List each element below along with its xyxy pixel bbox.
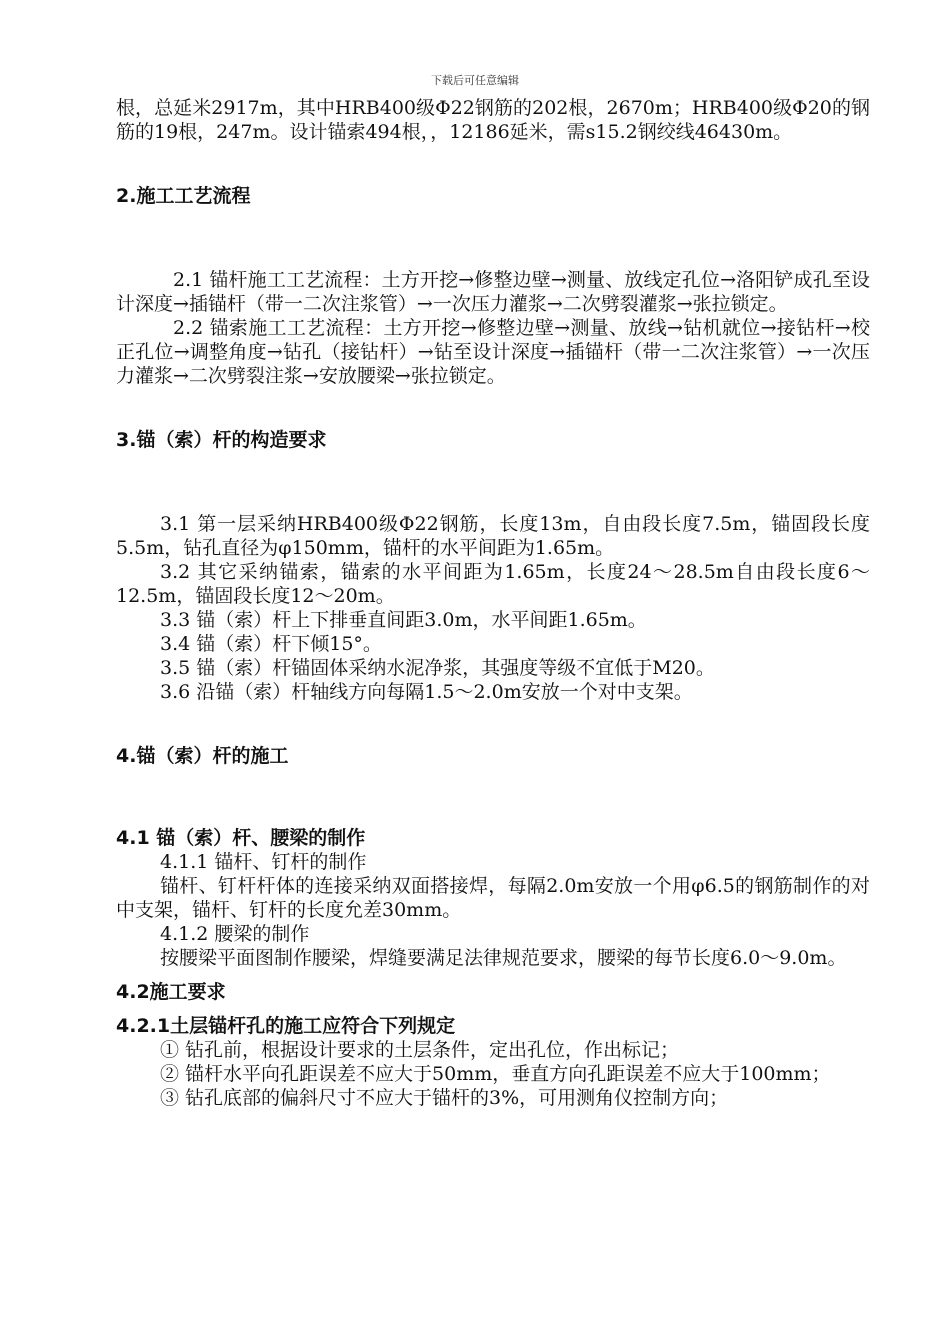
- section-3-3-paragraph: 3.3 锚（索）杆上下排垂直间距3.0m，水平间距1.65m。: [160, 609, 647, 631]
- section-3-heading: 3.锚（索）杆的构造要求: [116, 429, 327, 451]
- section-2-heading: 2.施工工艺流程: [116, 185, 251, 207]
- section-4-2-1-heading: 4.2.1土层锚杆孔的施工应符合下列规定: [116, 1015, 456, 1037]
- section-4-heading: 4.锚（索）杆的施工: [116, 745, 289, 767]
- section-3-2-paragraph: 3.2 其它采纳锚索，锚索的水平间距为1.65m，长度24～28.5m自由段长度6～12.5m，锚固段长度12～20m。: [116, 561, 870, 607]
- rule-item-3: ③ 钻孔底部的偏斜尺寸不应大于锚杆的3%，可用测角仪控制方向；: [160, 1087, 729, 1109]
- section-3-5-paragraph: 3.5 锚（索）杆锚固体采纳水泥净浆，其强度等级不宜低于M20。: [160, 657, 715, 679]
- document-body: [116, 96, 870, 1110]
- rule-item-1: ① 钻孔前，根据设计要求的土层条件，定出孔位，作出标记；: [160, 1039, 680, 1061]
- section-2-1-paragraph: 2.1 锚杆施工工艺流程：土方开挖→修整边壁→测量、放线定孔位→洛阳铲成孔至设计深度→插锚杆（带一二次注浆管）→一次压力灌浆→二次劈裂灌浆→张拉锁定。: [116, 269, 870, 315]
- section-4-1-1-paragraph: 锚杆、钉杆杆体的连接采纳双面搭接焊，每隔2.0m安放一个用φ6.5的钢筋制作的对中支架，锚杆、钉杆的长度允差30mm。: [116, 875, 870, 921]
- section-4-1-1-title: 4.1.1 锚杆、钉杆的制作: [160, 851, 367, 873]
- section-3-1-paragraph: 3.1 第一层采纳HRB400级Φ22钢筋，长度13m，自由段长度7.5m，锚固段长度5.5m，钻孔直径为φ150mm，锚杆的水平间距为1.65m。: [116, 513, 870, 559]
- section-4-2-heading: 4.2施工要求: [116, 981, 226, 1003]
- section-4-1-2-title: 4.1.2 腰梁的制作: [160, 923, 310, 945]
- section-3-4-paragraph: 3.4 锚（索）杆下倾15°。: [160, 633, 382, 655]
- section-4-1-heading: 4.1 锚（索）杆、腰梁的制作: [116, 827, 366, 849]
- page-header: 下载后可任意编辑: [431, 74, 519, 87]
- section-2-2-paragraph: 2.2 锚索施工工艺流程：土方开挖→修整边壁→测量、放线→钻机就位→接钻杆→校正孔位→调整角度→钻孔（接钻杆）→钻至设计深度→插锚杆（带一二次注浆管）→一次压力灌浆→二次劈裂注浆→安放腰梁→张拉锁定。: [116, 317, 870, 387]
- section-4-1-2-paragraph: 按腰梁平面图制作腰梁，焊缝要满足法律规范要求，腰梁的每节长度6.0～9.0m。: [160, 947, 847, 969]
- rule-item-2: ② 锚杆水平向孔距误差不应大于50mm，垂直方向孔距误差不应大于100mm；: [160, 1063, 831, 1085]
- section-3-6-paragraph: 3.6 沿锚（索）杆轴线方向每隔1.5～2.0m安放一个对中支架。: [160, 681, 693, 703]
- intro-paragraph: 根，总延米2917m，其中HRB400级Φ22钢筋的202根，2670m；HRB400级Φ20的钢筋的19根，247m。设计锚索494根，，12186延米，需s15.2钢绞线46430m。: [116, 97, 870, 143]
